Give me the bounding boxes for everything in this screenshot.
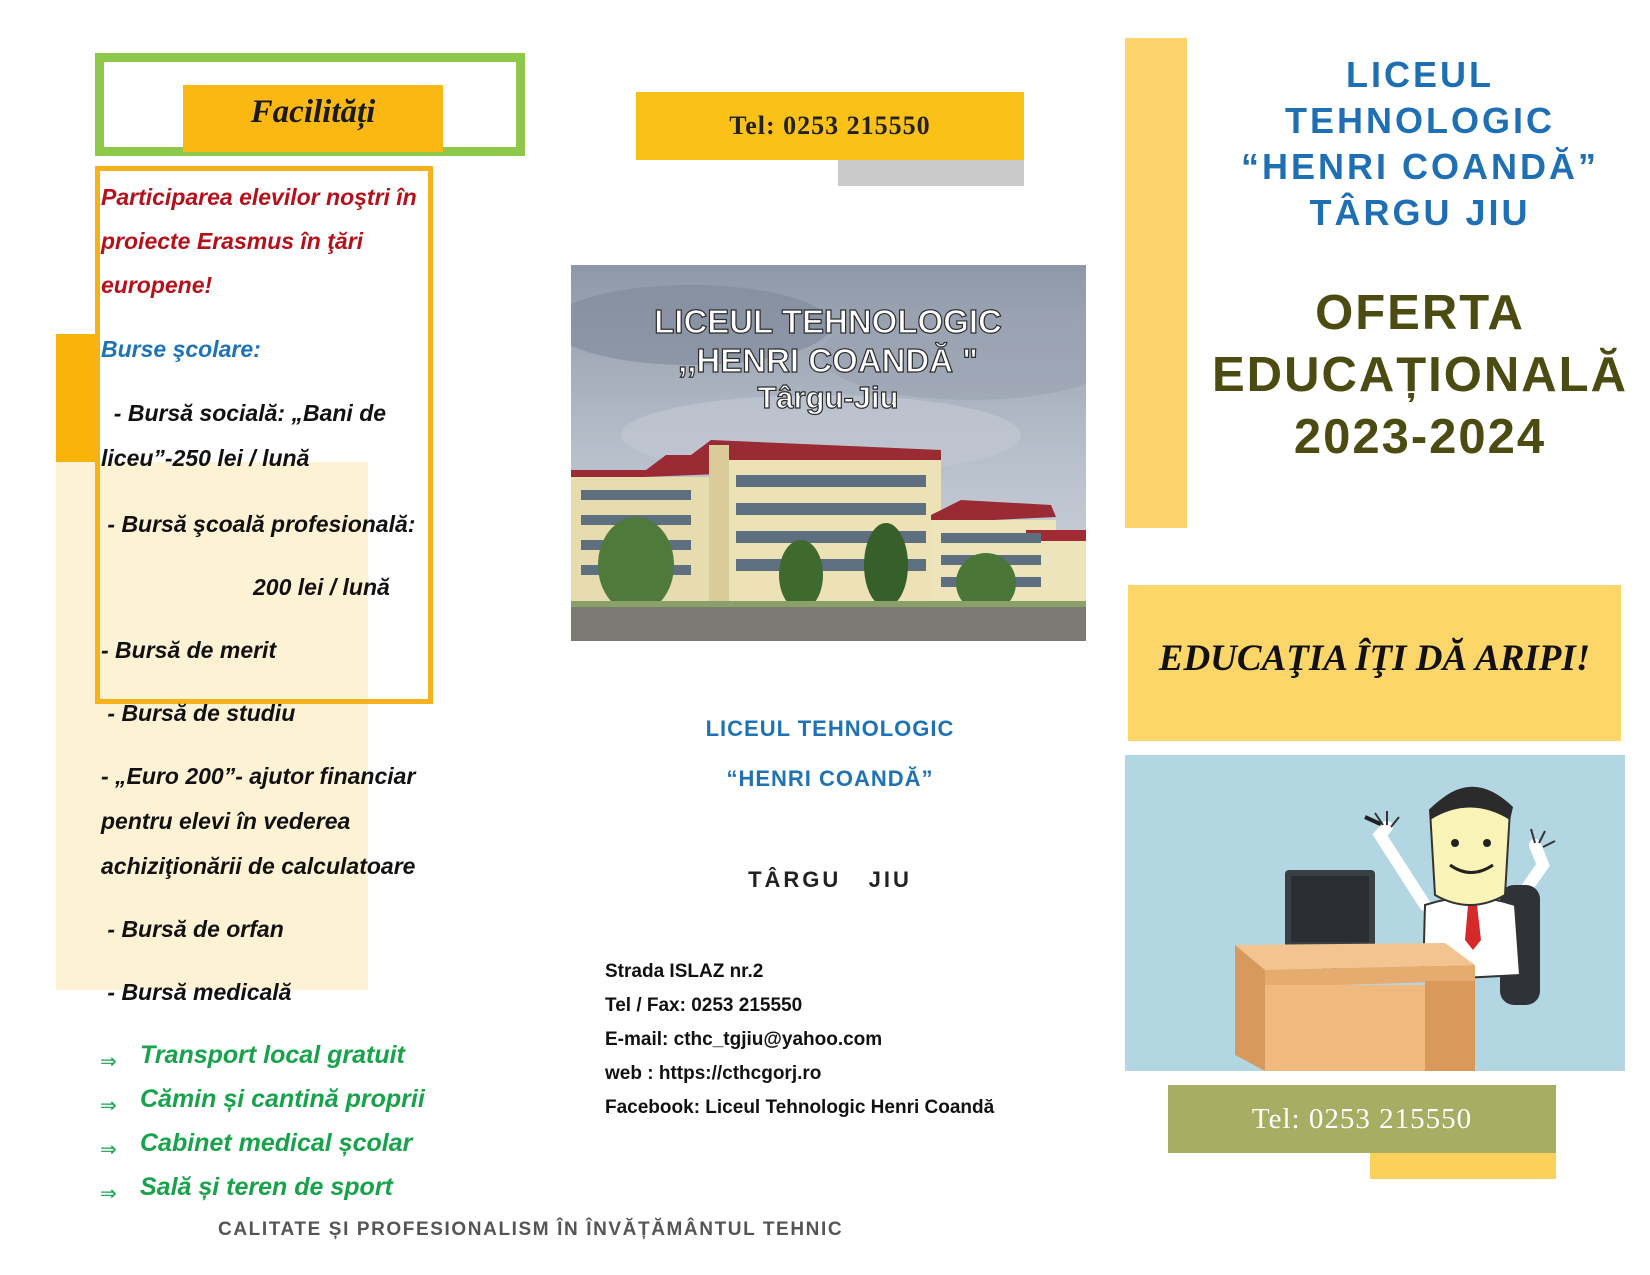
school-name-block [1190,52,1650,236]
scholarship-line: - Bursă de studiu [101,700,296,726]
scholarship-line: - „Euro 200”- ajutor financiar [101,763,416,789]
arrow-icon: ⇒ [100,1051,117,1073]
facility-item: Cabinet medical școlar [140,1129,413,1157]
motto-text: EDUCAŢIA ÎŢI DĂ ARIPI! [1158,638,1591,679]
erasmus-line: proiecte Erasmus în ţări [101,228,364,254]
offer-title-line: 2023-2024 [1293,410,1547,464]
happy-student-at-desk-illustration [1125,755,1625,1071]
tel-banner-text: Tel: 0253 215550 [729,111,931,140]
erasmus-line: europene! [101,272,213,298]
arrow-icon: ⇒ [100,1183,117,1205]
arrow-icon: ⇒ [100,1095,117,1117]
facility-item: Cămin și cantină proprii [140,1085,425,1113]
contact-address: Strada ISLAZ nr.2 [605,961,764,982]
school-name-line: LICEUL [1346,54,1494,95]
scholarship-line: - Bursă şcoală profesională: [101,511,416,537]
school-name-line: LICEUL TEHNOLOGIC [705,716,955,741]
facility-item: Sală și teren de sport [140,1173,393,1201]
scholarship-line: liceu”-250 lei / lună [101,445,310,471]
contact-facebook[interactable]: Facebook: Liceul Tehnologic Henri Coandă [605,1097,995,1118]
school-name-line: “HENRI COANDĂ” [726,766,934,791]
erasmus-line: Participarea elevilor noştri în [101,184,417,210]
tel-banner-right-text: Tel: 0253 215550 [1251,1103,1473,1135]
arrow-icon: ⇒ [100,1139,117,1161]
scholarship-line: - Bursă medicală [101,979,292,1005]
facility-item: Transport local gratuit [140,1041,405,1069]
tel-banner-shadow [838,160,1024,186]
photo-caption-line: ,,HENRI COANDĂ " [678,342,978,379]
contact-phone: Tel / Fax: 0253 215550 [605,995,803,1016]
scholarship-line: pentru elevi în vederea [101,808,351,834]
photo-caption-line: LICEUL TEHNOLOGIC [654,303,1002,340]
offer-title-line: EDUCAȚIONALĂ [1212,348,1628,402]
school-name-line: “HENRI COANDĂ” [1240,146,1599,187]
school-name-line: TEHNOLOGIC [1285,100,1555,141]
scholarship-line: achiziţionării de calculatoare [101,853,416,879]
scholarship-line: - Bursă de orfan [101,916,284,942]
scholarship-line: 200 lei / lună [253,574,390,600]
yellow-vertical-bar [1125,38,1187,528]
city-name: TÂRGU JIU [748,867,912,892]
photo-caption-line: Târgu-Jiu [757,380,899,415]
contact-email[interactable]: E-mail: cthc_tgjiu@yahoo.com [605,1029,883,1050]
scholarship-line: - Bursă socială: „Bani de [101,400,387,426]
contact-website[interactable]: web : https://cthcgorj.ro [605,1063,822,1084]
school-name-line: TÂRGU JIU [1309,192,1531,233]
school-building-photo [571,265,1086,641]
footer-slogan: CALITATE ȘI PROFESIONALISM ÎN ÎNVĂȚĂMÂNTUL TEHNIC [218,1219,844,1240]
offer-title-line: OFERTA [1315,286,1525,340]
orange-accent-strip [56,334,98,464]
offer-title-block [1190,282,1650,468]
facilities-title: Facilități [250,94,376,130]
scholarships-heading: Burse şcolare: [101,336,261,362]
scholarship-line: - Bursă de merit [101,637,277,663]
